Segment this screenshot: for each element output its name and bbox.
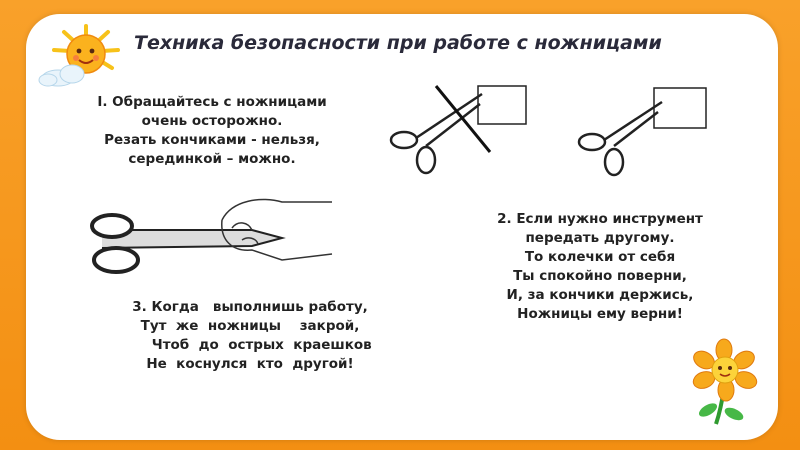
rule-3-text: 3. Когда выполнишь работу, Тут же ножницы закрой, Чтоб до острых краешков Не коснулся кто другой! bbox=[128, 299, 372, 372]
rule-2-text: 2. Если нужно инструмент передать другому. То колечки от себя Ты спокойно поверни, И, за кончики держись, Ножницы ему верни! bbox=[497, 211, 703, 322]
flower-icon bbox=[686, 340, 766, 426]
cloud-icon bbox=[39, 65, 84, 86]
scissors-right-icon bbox=[574, 80, 724, 180]
scissors-wrong-icon bbox=[386, 80, 536, 180]
hand-scissors-icon bbox=[82, 190, 342, 290]
sun-icon bbox=[34, 22, 134, 90]
page-title: Техника безопасности при работе с ножницами bbox=[134, 32, 662, 54]
rule-1-text: I. Обращайтесь с ножницами очень осторожно. Резать кончиками - нельзя, серединкой – можно. bbox=[97, 94, 327, 167]
